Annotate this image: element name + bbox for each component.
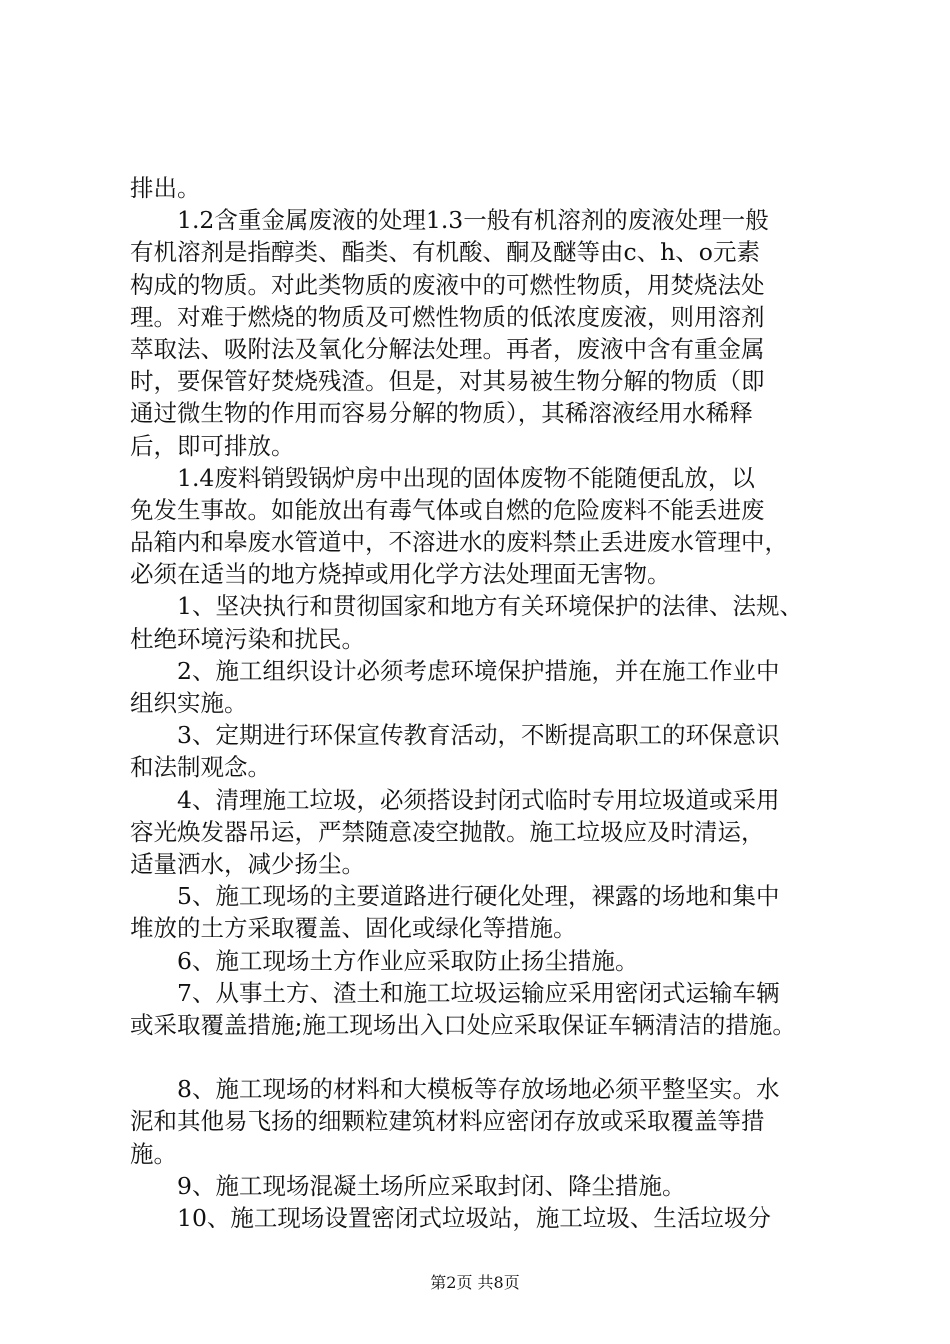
text-line: 1.4废料销毁锅炉房中出现的固体废物不能随便乱放，以 — [177, 463, 755, 492]
text-line: 9、施工现场混凝土场所应采取封闭、降尘措施。 — [177, 1171, 686, 1200]
text-line: 时，要保管好焚烧残渣。但是，对其易被生物分解的物质（即 — [130, 367, 765, 396]
text-line: 或采取覆盖措施;施工现场出入口处应采取保证车辆清洁的措施。 — [130, 1010, 796, 1039]
text-line: 堆放的土方采取覆盖、固化或绿化等措施。 — [130, 914, 577, 943]
text-line: 免发生事故。如能放出有毒气体或自燃的危险废料不能丢进废 — [130, 495, 765, 524]
text-line: 组织实施。 — [130, 689, 248, 717]
text-line: 适量洒水，减少扬尘。 — [130, 849, 365, 878]
text-line: 品箱内和皋废水管道中，不溶进水的废料禁止丢进废水管理中， — [130, 528, 788, 557]
text-line: 萃取法、吸附法及氧化分解法处理。再者，废液中含有重金属 — [130, 334, 765, 363]
text-line: 5、施工现场的主要道路进行硬化处理，裸露的场地和集中 — [177, 882, 780, 911]
text-line: 和法制观念。 — [130, 753, 271, 782]
text-line: 容光焕发器吊运，严禁随意凌空抛散。施工垃圾应及时清运， — [130, 817, 765, 846]
text-line: 构成的物质。对此类物质的废液中的可燃性物质，用焚烧法处 — [130, 270, 765, 299]
text-line: 8、施工现场的材料和大模板等存放场地必须平整坚实。水 — [177, 1075, 780, 1104]
text-line: 10、施工现场设置密闭式垃圾站，施工垃圾、生活垃圾分 — [177, 1204, 771, 1232]
text-line: 必须在适当的地方烧掉或用化学方法处理面无害物。 — [130, 560, 671, 589]
text-line: 泥和其他易飞扬的细颗粒建筑材料应密闭存放或采取覆盖等措 — [130, 1107, 765, 1136]
text-line — [130, 1041, 842, 1073]
text-line: 2、施工组织设计必须考虑环境保护措施，并在施工作业中 — [177, 656, 780, 685]
text-line: 理。对难于燃烧的物质及可燃性物质的低浓度废液，则用溶剂 — [130, 302, 765, 331]
page-footer: 第2页 共8页 — [430, 1273, 520, 1292]
document-body — [130, 172, 842, 1234]
text-line: 4、清理施工垃圾，必须搭设封闭式临时专用垃圾道或采用 — [177, 785, 780, 814]
text-line: 3、定期进行环保宣传教育活动，不断提高职工的环保意识 — [177, 721, 780, 750]
text-line: 有机溶剂是指醇类、酯类、有机酸、酮及醚等由c、h、o元素 — [130, 238, 760, 267]
text-line: 7、从事土方、渣土和施工垃圾运输应采用密闭式运输车辆 — [177, 978, 780, 1007]
text-line: 6、施工现场土方作业应采取防止扬尘措施。 — [177, 946, 639, 975]
text-line: 1.2含重金属废液的处理1.3一般有机溶剂的废液处理一般 — [177, 206, 769, 235]
text-line: 杜绝环境污染和扰民。 — [130, 624, 365, 653]
text-line: 1、坚决执行和贯彻国家和地方有关环境保护的法律、法规、 — [177, 592, 803, 621]
text-line: 施。 — [130, 1139, 177, 1168]
text-line: 通过微生物的作用而容易分解的物质），其稀溶液经用水稀释 — [130, 399, 753, 428]
text-line: 排出。 — [130, 174, 201, 202]
text-line: 后，即可排放。 — [130, 431, 295, 460]
